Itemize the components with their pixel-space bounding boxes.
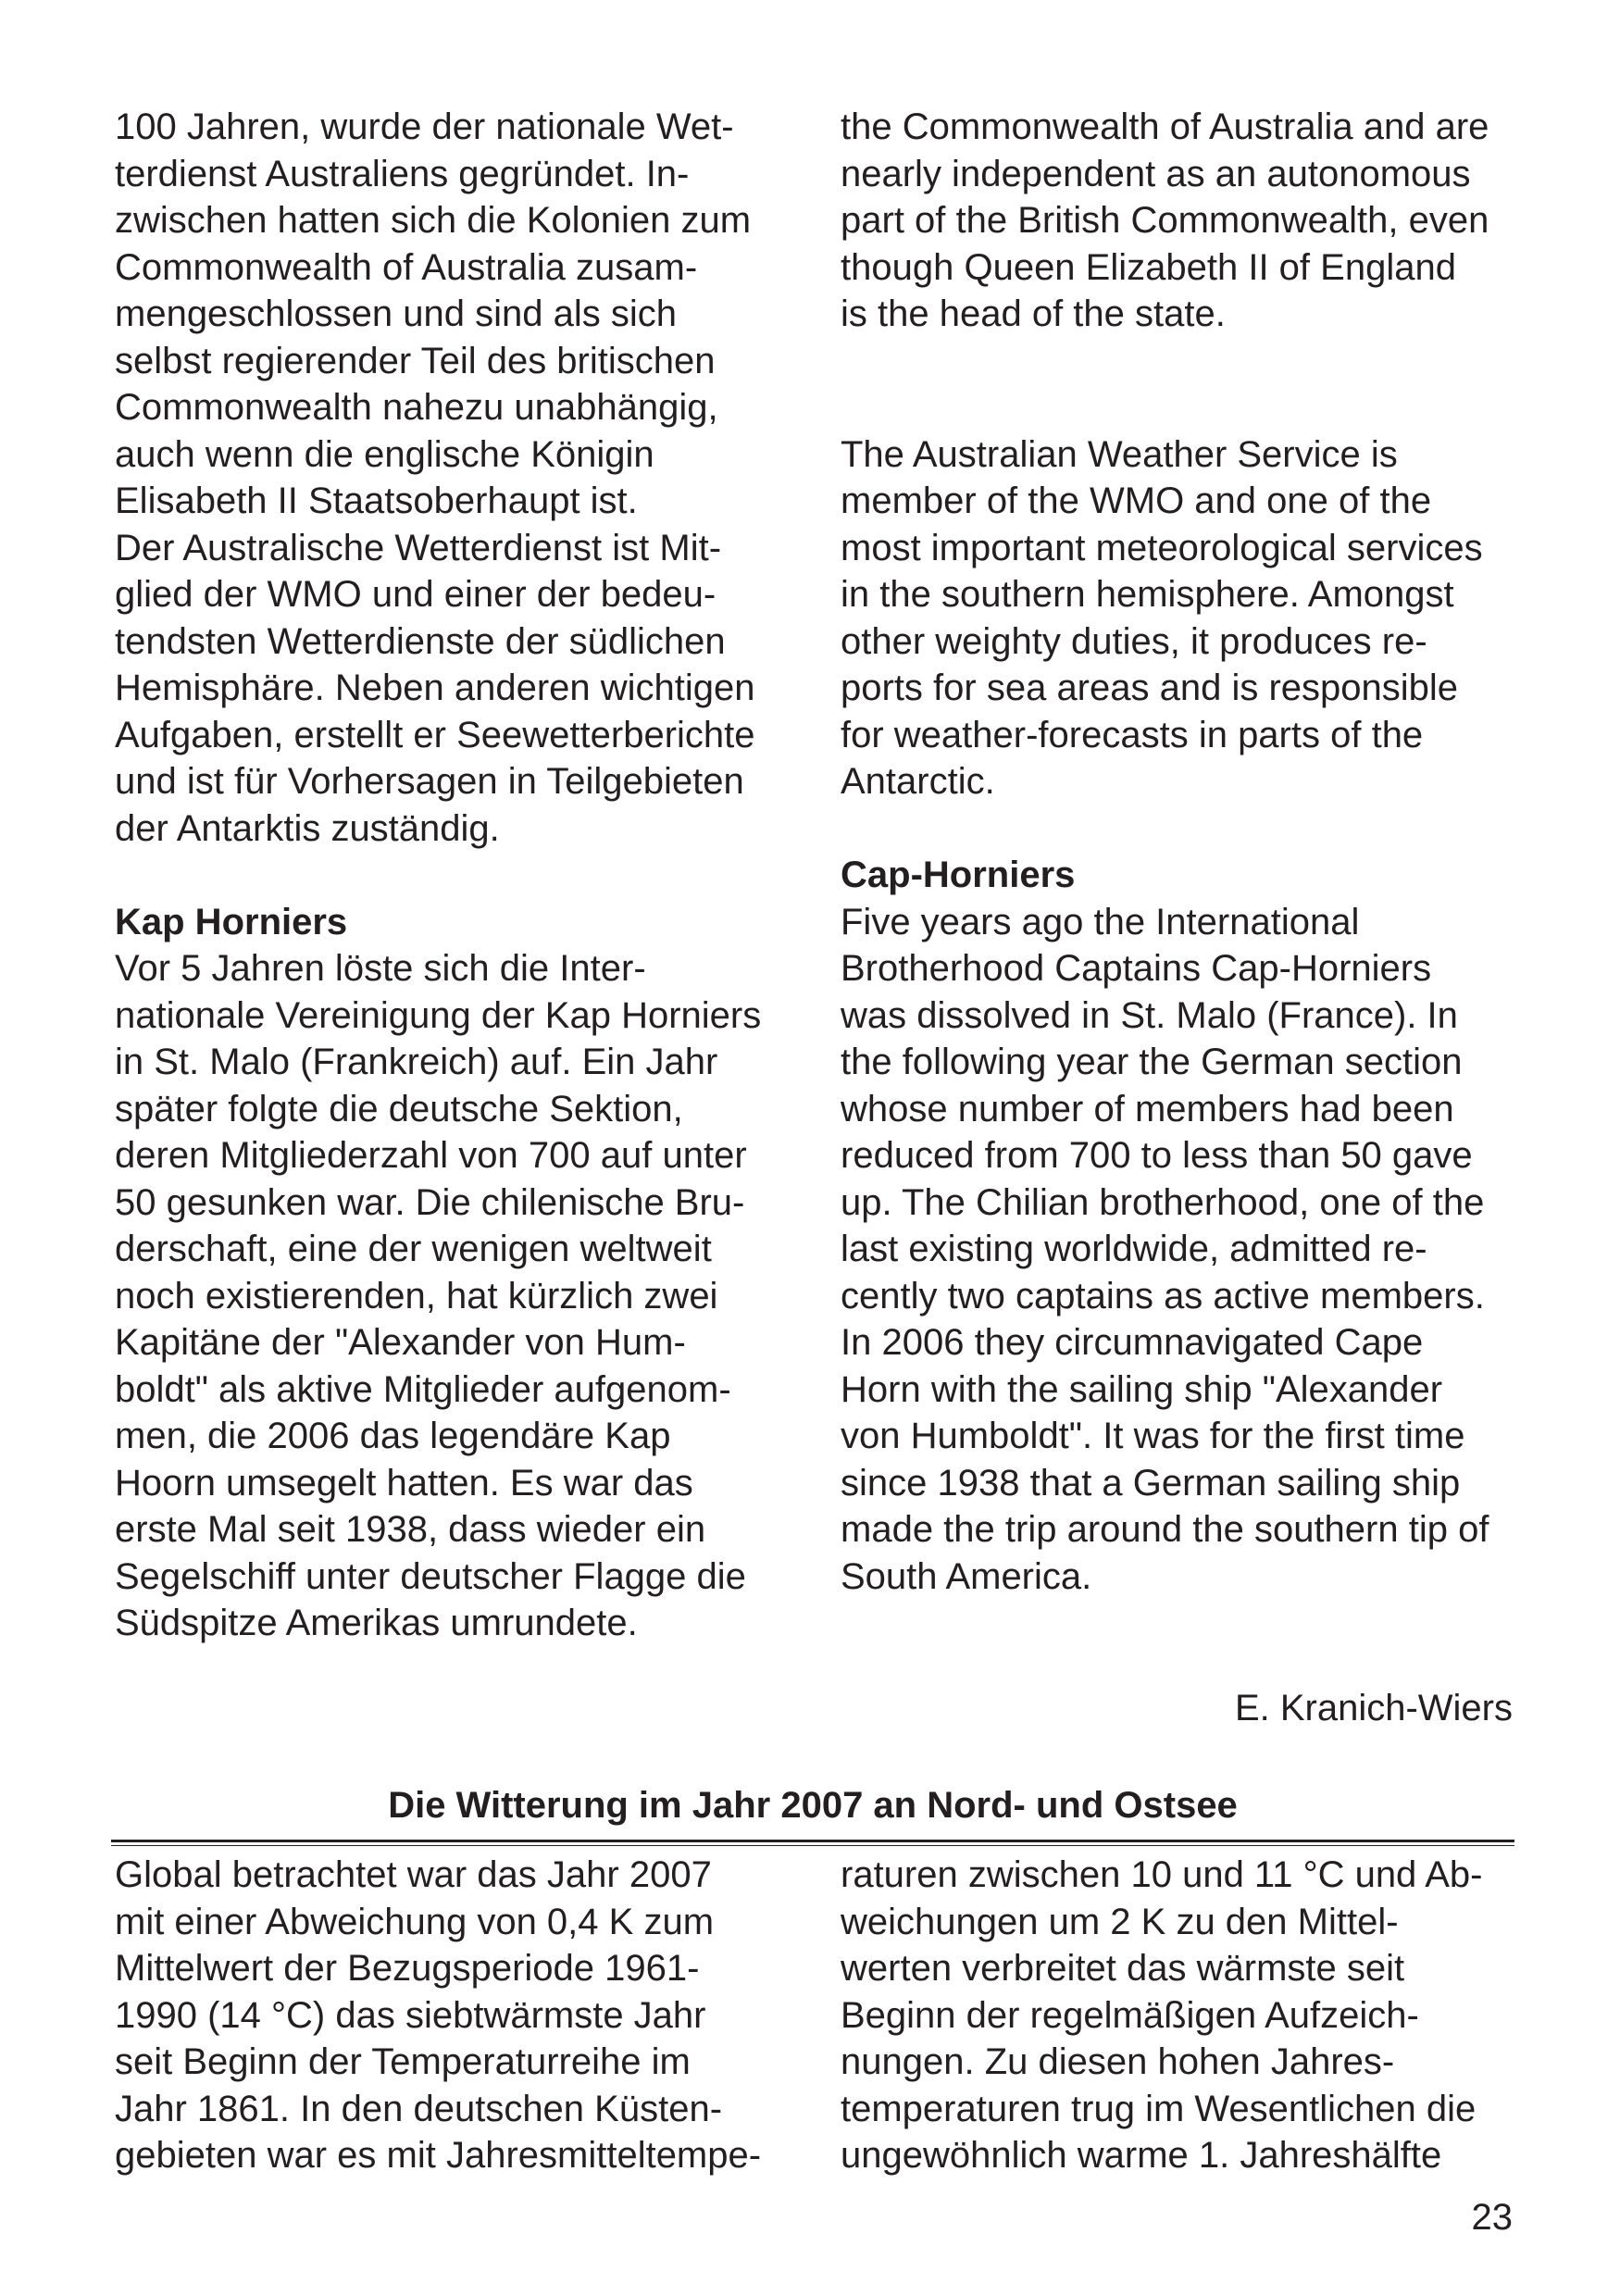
- page-number: 23: [1471, 2197, 1513, 2238]
- section-title: Die Witterung im Jahr 2007 an Nord- und Ostsee: [388, 1785, 1238, 1826]
- german-column-top: [115, 104, 787, 1647]
- english-paragraph-cap-horniers: Five years ago the International Brotherhood Captains Cap-Horniers was dissolved in St. Malo (France). In the following year the German section whose number of members had been reduced from 700 to less than 50 gave up. The Chilian brotherhood, one of the last existing worldwide, admitted re- cently two captains as active members. In 2006 they circumnavigated Cape Horn with the sailing ship "Alexander von Humboldt". It was for the first time since 1938 that a German sailing ship made the trip around the southern tip of South America.: [841, 901, 1489, 1597]
- english-column-top: [841, 104, 1513, 1600]
- weather-column-left: [115, 1852, 787, 2179]
- author-signature: E. Kranich-Wiers: [1234, 1688, 1513, 1728]
- weather-paragraph-right: raturen zwischen 10 und 11 °C und Ab- weichungen um 2 K zu den Mittel- werten verbreitet das wärmste seit Beginn der regelmäßigen Aufzeich- nungen. Zu diesen hohen Jahres- temperaturen trug im Wesentlichen die ungewöhnlich warme 1. Jahreshälfte: [841, 1854, 1483, 2176]
- german-heading-kap-horniers: Kap Horniers: [115, 901, 348, 942]
- english-paragraph-commonwealth: the Commonwealth of Australia and are nearly independent as an autonomous part of the British Commonwealth, even though Queen Elizabeth II of England is the head of the state.: [841, 106, 1489, 334]
- section-divider: [111, 1840, 1514, 1846]
- weather-paragraph-left: Global betrachtet war das Jahr 2007 mit einer Abweichung von 0,4 K zum Mittelwert der Bezugsperiode 1961- 1990 (14 °C) das siebtwärmste Jahr seit Beginn der Temperaturreihe im Jahr 1861. In den deutschen Küsten- gebieten war es mit Jahresmitteltempe-: [115, 1854, 762, 2176]
- german-paragraph-kap-horniers: Vor 5 Jahren löste sich die Inter- nationale Vereinigung der Kap Horniers in St. Malo (Frankreich) auf. Ein Jahr später folgte die deutsche Sektion, deren Mitgliederzahl von 700 auf unter 50 gesunken war. Die chilenische Bru- derschaft, eine der wenigen weltweit noch existierenden, hat kürzlich zwei Kapitäne der "Alexander von Hum- boldt" als aktive Mitglieder aufgenom- men, die 2006 das legendäre Kap Hoorn umsegelt hatten. Es war das erste Mal seit 1938, dass wieder ein Segelschiff unter deutscher Flagge die Südspitze Amerikas umrundete.: [115, 948, 762, 1643]
- english-heading-cap-horniers: Cap-Horniers: [841, 855, 1076, 895]
- weather-column-right: [841, 1852, 1513, 2179]
- german-paragraph-weather-service: Der Australische Wetterdienst ist Mit- glied der WMO und einer der bedeu- tendsten Wetterdienste der südlichen Hemisphäre. Neben anderen wichtigen Aufgaben, erstellt er Seewetterberichte und ist für Vorhersagen in Teilgebieten der Antarktis zuständig.: [115, 527, 755, 849]
- english-paragraph-weather-service: The Australian Weather Service is member of the WMO and one of the most important meteorological services in the southern hemisphere. Amongst other weighty duties, it produces re- ports for sea areas and is responsible for weather-forecasts in parts of the Antarctic.: [841, 433, 1483, 802]
- german-paragraph-commonwealth: 100 Jahren, wurde der nationale Wet- terdienst Australiens gegründet. In- zwischen hatten sich die Kolonien zum Commonwealth of Australia zusam- mengeschlossen und sind als sich selbst regierender Teil des britischen Commonwealth nahezu unabhängig, auch wenn die englische Königin Elisabeth II Staatsoberhaupt ist.: [115, 106, 752, 521]
